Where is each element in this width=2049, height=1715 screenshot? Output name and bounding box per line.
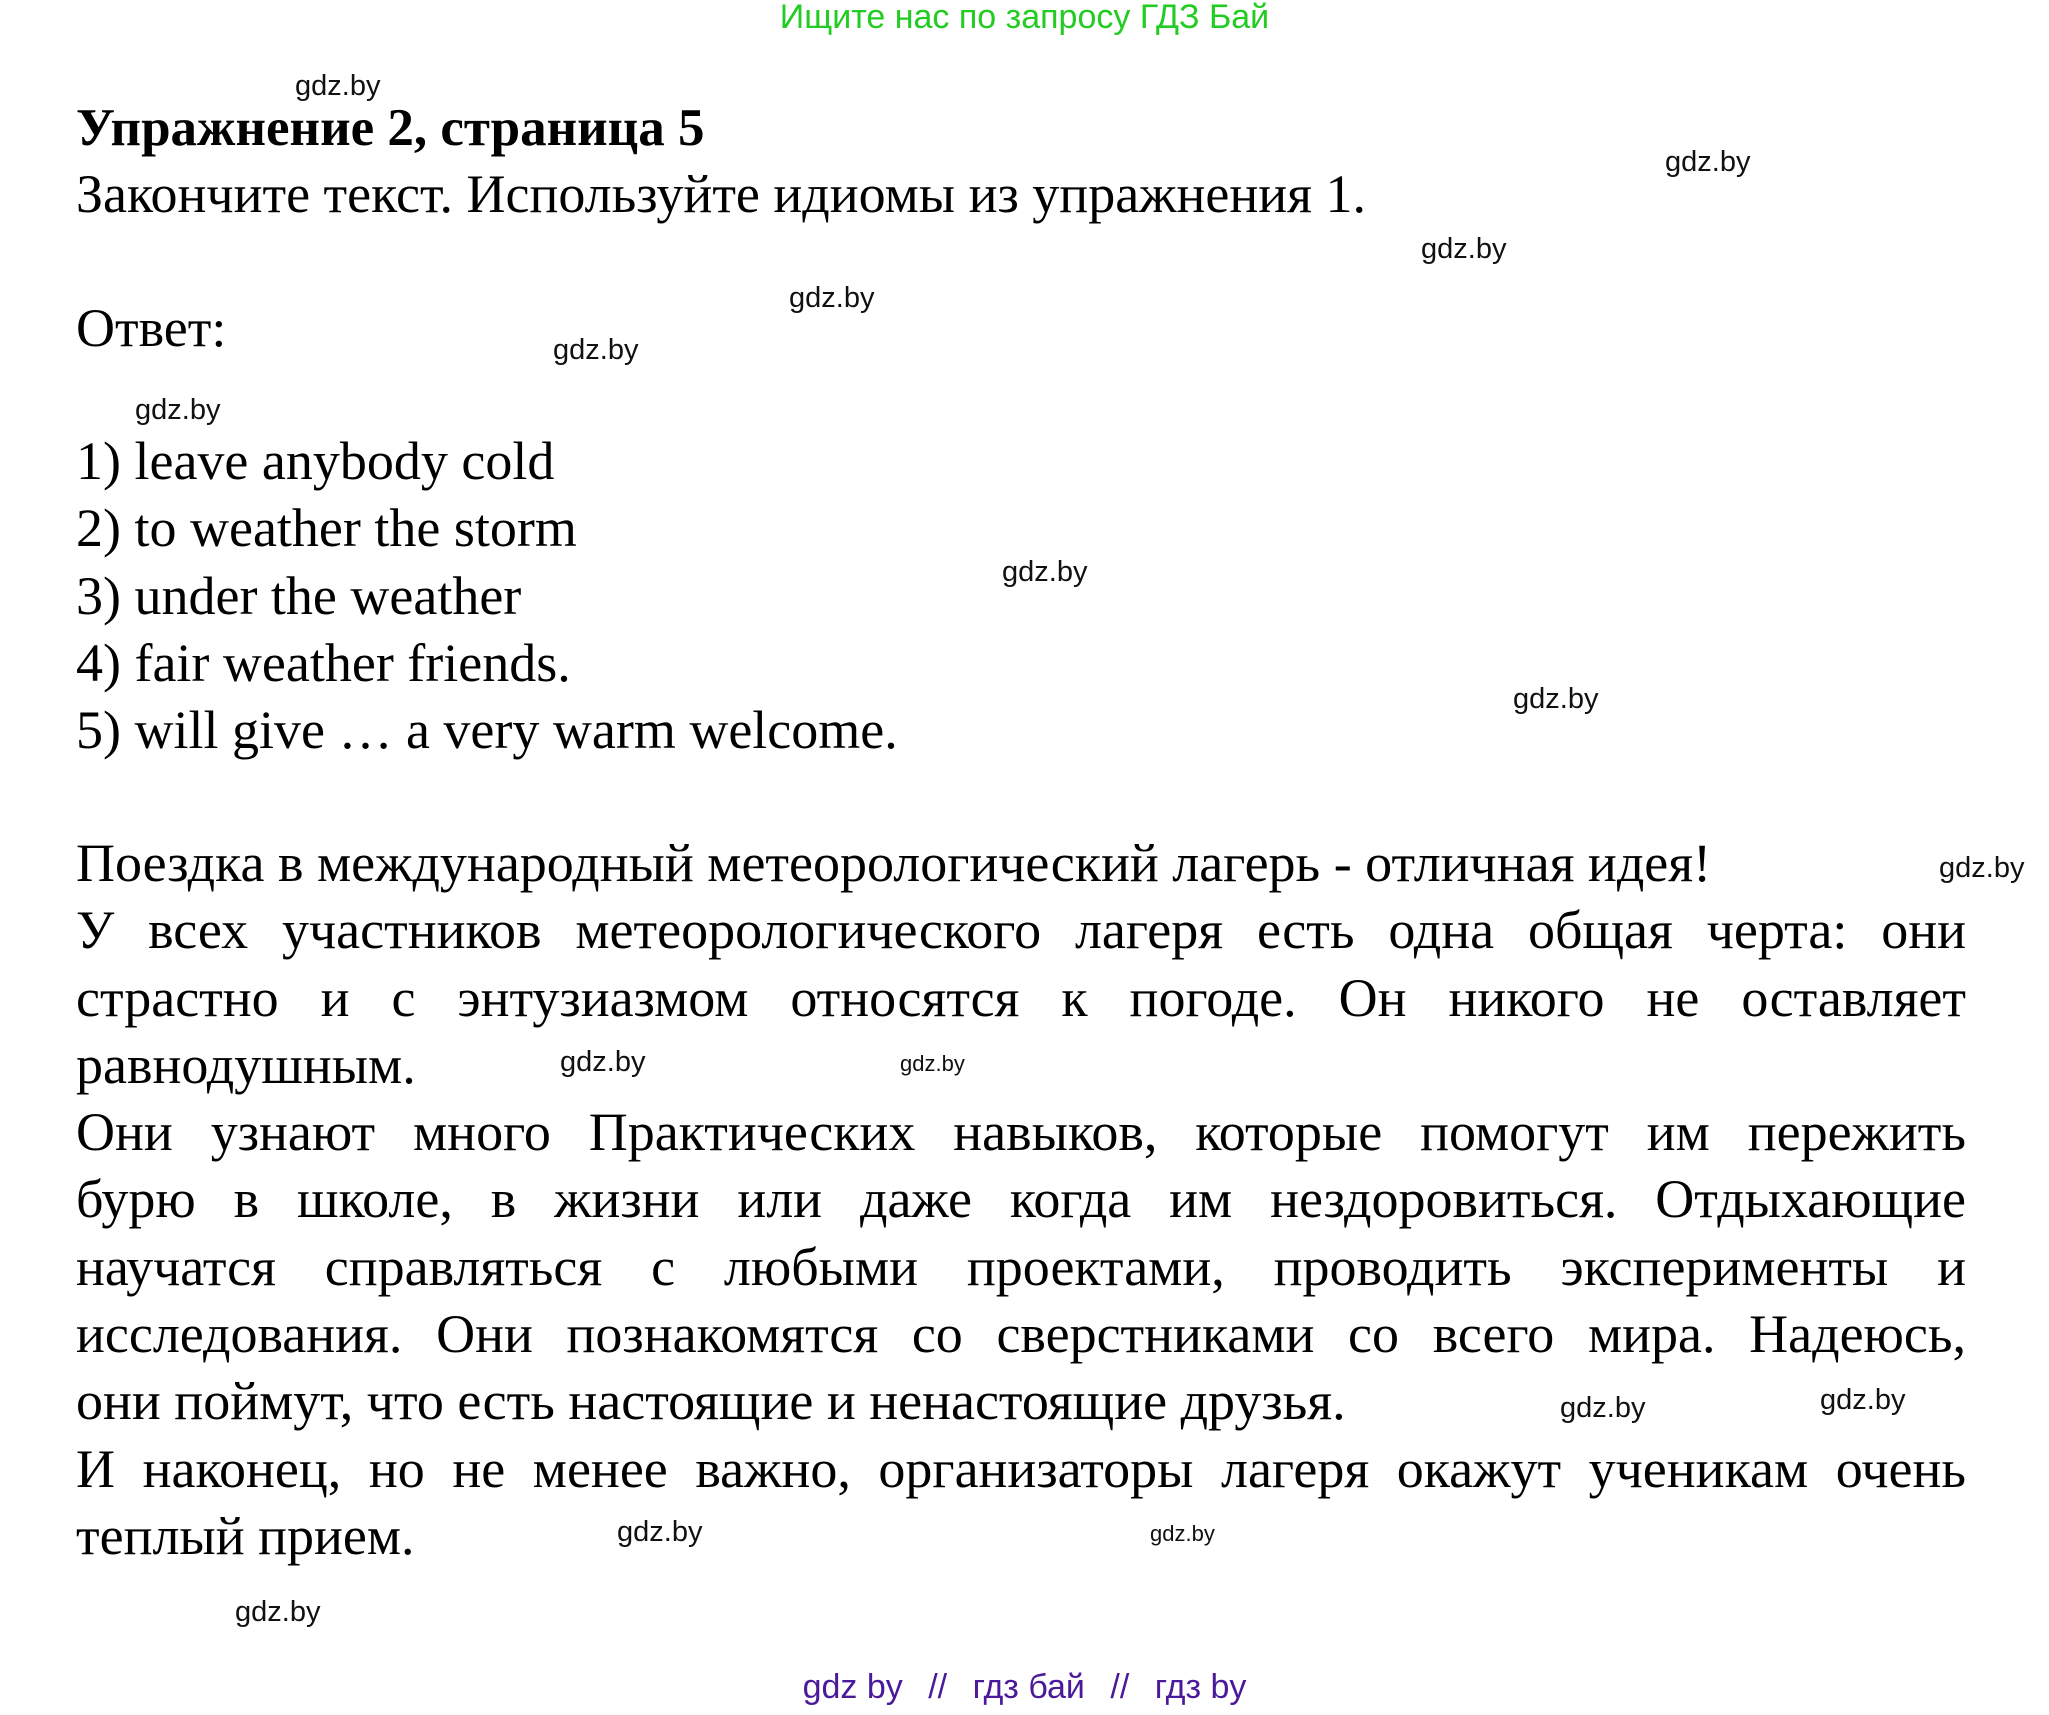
text-line: бурю в школе, в жизни или даже когда им нездоровиться. Отдыхающие — [76, 1169, 1966, 1230]
watermark: gdz.by — [900, 1051, 965, 1076]
watermark: gdz.by — [1820, 1384, 1906, 1416]
answer-label: Ответ: — [76, 298, 227, 358]
text-line: исследования. Они познакомятся со сверстниками со всего мира. Надеюсь, — [76, 1304, 1966, 1365]
answer-item: 5) will give … a very warm welcome. — [76, 700, 898, 761]
text-line: страстно и с энтузиазмом относятся к погоде. Он никого не оставляет — [76, 967, 1966, 1028]
text-line: У всех участников метеорологического лагеря есть одна общая черта: они — [76, 900, 1966, 961]
watermark: gdz.by — [1150, 1521, 1215, 1546]
watermark: gdz.by — [295, 70, 381, 102]
task-text: Закончите текст. Используйте идиомы из упражнения 1. — [76, 164, 1366, 224]
footer-link[interactable]: гдз бай — [972, 1668, 1085, 1706]
footer-separator: // — [1110, 1668, 1130, 1706]
watermark: gdz.by — [560, 1046, 646, 1078]
watermark: gdz.by — [1939, 852, 2025, 884]
watermark: gdz.by — [1560, 1392, 1646, 1424]
exercise-title: Упражнение 2, страница 5 — [76, 99, 705, 157]
watermark: gdz.by — [553, 334, 639, 366]
answer-item: 3) under the weather — [76, 565, 522, 626]
watermark: gdz.by — [135, 394, 221, 426]
watermark: gdz.by — [1002, 556, 1088, 588]
search-banner: Ищите нас по запросу ГДЗ Бай — [779, 0, 1270, 36]
answer-item: 1) leave anybody cold — [76, 431, 555, 491]
watermark: gdz.by — [1513, 683, 1599, 715]
watermark: gdz.by — [617, 1516, 703, 1548]
text-line: Они узнают много Практических навыков, которые помогут им пережить — [76, 1102, 1966, 1163]
footer-separator: // — [928, 1668, 948, 1706]
footer-links — [0, 1668, 2049, 1707]
answer-item: 2) to weather the storm — [76, 498, 577, 559]
watermark: gdz.by — [1665, 146, 1751, 178]
completed-text — [76, 830, 1966, 1570]
text-line: научатся справляться с любыми проектами, проводить эксперименты и — [76, 1236, 1966, 1297]
footer-link[interactable]: gdz by — [802, 1668, 903, 1706]
watermark: gdz.by — [1421, 233, 1507, 265]
text-line: Поездка в международный метеорологический лагерь - отличная идея! — [76, 833, 1712, 893]
text-line: теплый прием. — [76, 1505, 415, 1566]
watermark: gdz.by — [789, 282, 875, 314]
text-line: они поймут, что есть настоящие и ненастоящие друзья. — [76, 1371, 1346, 1432]
watermark: gdz.by — [235, 1596, 321, 1628]
answer-list — [76, 428, 898, 764]
text-line: равнодушным. — [76, 1034, 416, 1095]
footer-link[interactable]: гдз by — [1154, 1668, 1247, 1706]
answer-item: 4) fair weather friends. — [76, 632, 571, 693]
text-line: И наконец, но не менее важно, организаторы лагеря окажут ученикам очень — [76, 1438, 1966, 1499]
